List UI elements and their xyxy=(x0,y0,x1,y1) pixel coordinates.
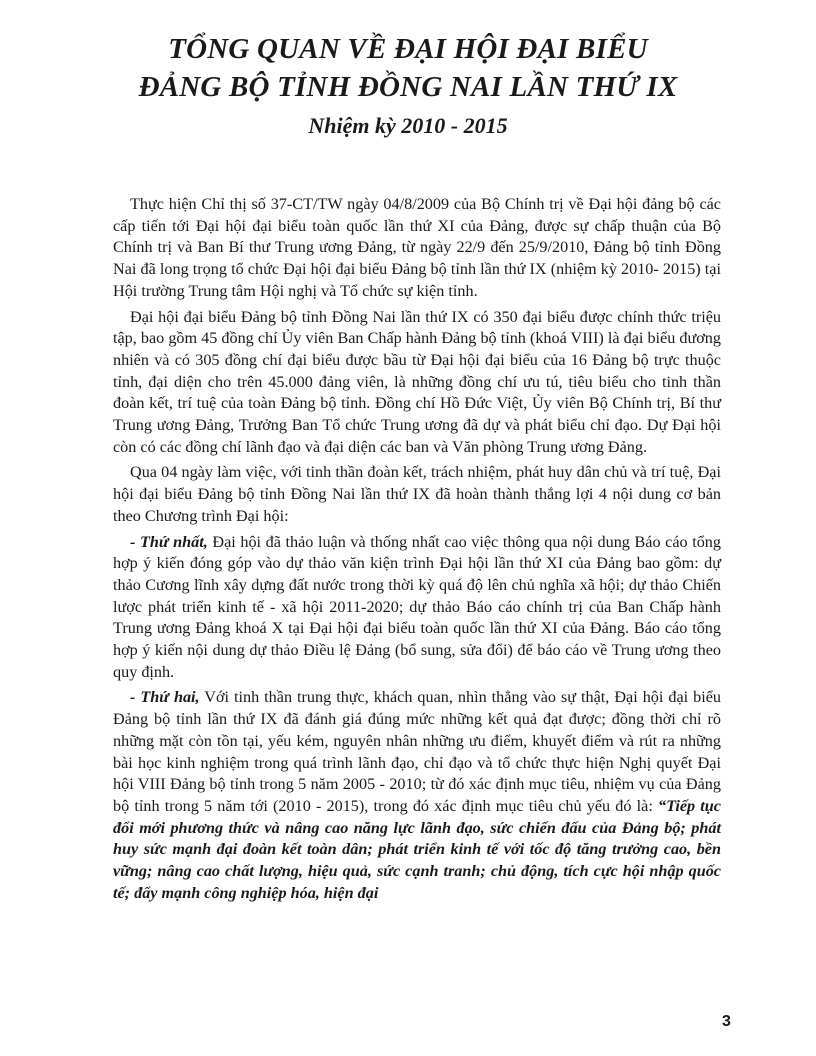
page-number: 3 xyxy=(722,1013,731,1030)
paragraph-4-text: Đại hội đã thảo luận và thống nhất cao việc thông qua nội dung Báo cáo tổng hợp ý kiến đóng góp vào dự thảo văn kiện trình Đại hội lần thứ XI của Đảng bao gồm: dự thảo Cương lĩnh xây dựng đất nước trong thời kỳ quá độ lên chủ nghĩa xã hội; dự thảo Chiến lược phát triển kinh tế - xã hội 2011-2020; dự thảo Báo cáo chính trị của Ban Chấp hành Trung ương Đảng khoá X tại Đại hội đại biểu toàn quốc lần thứ XI của Đảng. Báo cáo tổng hợp ý kiến nội dung dự thảo Điều lệ Đảng (bổ sung, sửa đổi) để báo cáo về Trung ương theo quy định. xyxy=(113,532,721,681)
paragraph-3: Qua 04 ngày làm việc, với tinh thần đoàn kết, trách nhiệm, phát huy dân chủ và trí tuệ, Đại hội đại biểu Đảng bộ tỉnh Đồng Nai lần thứ IX đã hoàn thành thắng lợi 4 nội dung cơ bản theo Chương trình Đại hội: xyxy=(113,463,721,525)
paragraph-5-text: Với tinh thần trung thực, khách quan, nhìn thẳng vào sự thật, Đại hội đại biểu Đảng bộ tỉnh lần thứ IX đã đánh giá đúng mức những kết quả đạt được; đồng thời chỉ rõ những mặt còn tồn tại, yếu kém, nguyên nhân những ưu điểm, khuyết điểm và rút ra những bài học kinh nghiệm trong quá trình lãnh đạo, chỉ đạo và tổ chức thực hiện Nghị quyết Đại hội VIII Đảng bộ tỉnh trong 5 năm 2005 - 2010; từ đó xác định mục tiêu, nhiệm vụ của Đảng bộ tỉnh trong 5 năm tới (2010 - 2015), trong đó xác định mục tiêu chủ yếu đó là: xyxy=(113,688,721,815)
subtitle: Nhiệm kỳ 2010 - 2015 xyxy=(308,113,508,138)
paragraph-2: Đại hội đại biểu Đảng bộ tỉnh Đồng Nai lần thứ IX có 350 đại biểu được chính thức triệu tập, bao gồm 45 đồng chí Ủy viên Ban Chấp hành Đảng bộ tỉnh (khoá VIII) là đại biểu đương nhiên và có 305 đồng chí đại biểu được bầu từ Đại hội đại biểu của 16 Đảng bộ trực thuộc tỉnh, đại diện cho trên 45.000 đảng viên, là những đồng chí ưu tú, tiêu biểu cho tinh thần đoàn kết, trí tuệ của toàn Đảng bộ tỉnh. Đồng chí Hồ Đức Việt, Ủy viên Bộ Chính trị, Bí thư Trung ương Đảng, Trưởng Ban Tổ chức Trung ương đã dự và phát biểu chỉ đạo. Dự Đại hội còn có các đồng chí lãnh đạo và đại diện các ban và Văn phòng Trung ương Đảng. xyxy=(113,307,721,456)
paragraph-5-lead: - Thứ hai, xyxy=(130,688,200,707)
title-line-1: TỔNG QUAN VỀ ĐẠI HỘI ĐẠI BIỂU xyxy=(168,33,648,65)
paragraph-4 xyxy=(113,532,721,684)
paragraph-5-quote: “Tiếp tục đổi mới phương thức và nâng cao năng lực lãnh đạo, sức chiến đấu của Đảng bộ; phát huy sức mạnh đại đoàn kết toàn dân; phát triển kinh tế với tốc độ tăng trưởng cao, bền vững; nâng cao chất lượng, hiệu quả, sức cạnh tranh; chủ động, tích cực hội nhập quốc tế; đẩy mạnh công nghiệp hóa, hiện đại xyxy=(113,796,721,902)
paragraph-5 xyxy=(113,687,721,904)
title-line-2: ĐẢNG BỘ TỈNH ĐỒNG NAI LẦN THỨ IX xyxy=(138,71,678,103)
body-text xyxy=(113,194,721,909)
title-block xyxy=(60,30,756,142)
paragraph-4-lead: - Thứ nhất, xyxy=(130,532,208,551)
paragraph-1: Thực hiện Chỉ thị số 37-CT/TW ngày 04/8/2009 của Bộ Chính trị về Đại hội đảng bộ các cấp tiến tới Đại hội đại biểu toàn quốc lần thứ XI của Đảng, được sự chấp thuận của Bộ Chính trị và Ban Bí thư Trung ương Đảng, từ ngày 22/9 đến 25/9/2010, Đảng bộ tỉnh Đồng Nai đã long trọng tổ chức Đại hội đại biểu Đảng bộ tỉnh lần thứ IX (nhiệm kỳ 2010- 2015) tại Hội trường Trung tâm Hội nghị và Tổ chức sự kiện tỉnh. xyxy=(113,195,721,300)
